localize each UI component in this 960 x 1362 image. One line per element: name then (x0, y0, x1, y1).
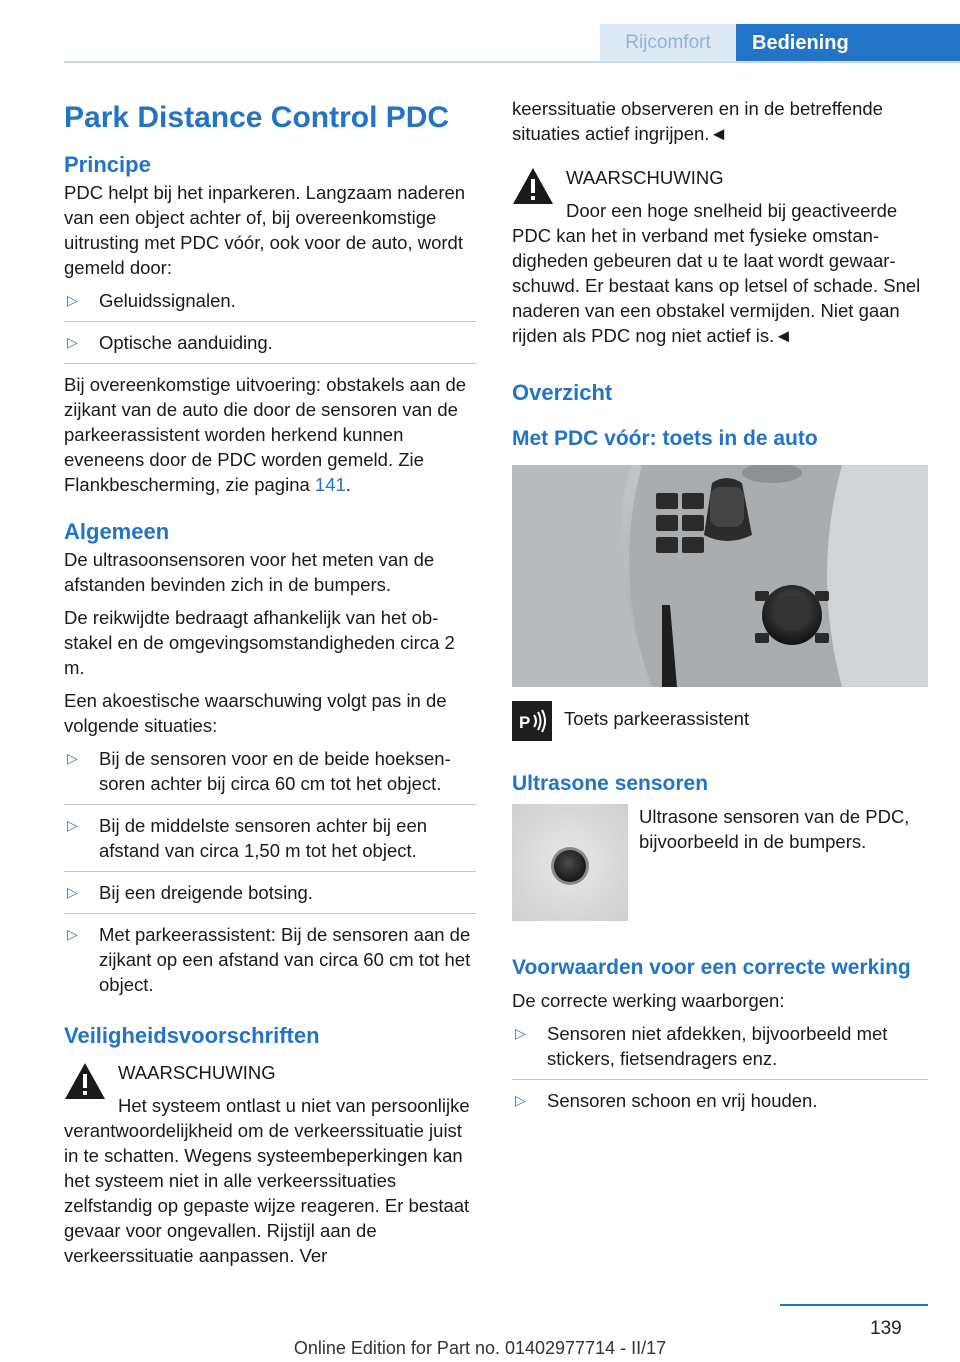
warning-text: Het systeem ontlast u niet van persoonlijke verantwoordelijkheid om de verkeerssituatie juist in te schatten. Wegens systeembeperkingen kan het systeem niet in alle verkeerssituaties zelfstandig op gepaste wijze reageren. Er bestaat gevaar voor ongevallen. Rijstijl aan de verkeerssituatie aanpassen. Ver (64, 1095, 470, 1266)
algemeen-p1: De ultrasoonsensoren voor het meten van de afstanden bevinden zich in de bumpers. (64, 549, 435, 595)
list-item: ▷ Met parkeerassistent: Bij de sensoren aan de zijkant op een afstand van circa 60 cm tot het object. (67, 924, 471, 995)
bullet-triangle-icon: ▷ (515, 1092, 526, 1108)
continued-text: keerssituatie observeren en in de betreffende situaties actief ingrijpen.◄ (512, 98, 883, 144)
heading-veiligheid: Veiligheidsvoorschriften (64, 1023, 320, 1048)
warning-triangle-icon (64, 1061, 106, 1101)
warning-heading: WAARSCHUWING (566, 167, 724, 188)
parking-assistant-icon (512, 701, 552, 741)
list-item: ▷ Bij een dreigende botsing. (64, 872, 476, 914)
algemeen-p3: Een akoestische waarschuwing volgt pas in de volgende situaties: (64, 690, 447, 736)
page-link[interactable]: 141 (314, 474, 346, 495)
sensor-row (512, 804, 928, 921)
tab-rijcomfort[interactable]: Rijcomfort (600, 24, 736, 62)
bullet-triangle-icon: ▷ (67, 926, 78, 942)
bullet-triangle-icon: ▷ (67, 884, 78, 900)
right-column (512, 96, 928, 1129)
principe-text-2: Bij overeenkomstige uitvoering: obstakels aan de zijkant van de auto die door de sensoren van de parkeerassistent worden herkend kunnen eveneens door de PDC worden gemeld. Zie Flankbescherming, zie pagina 141. (64, 374, 467, 495)
bullet-triangle-icon: ▷ (67, 750, 78, 766)
warning-triangle-icon (512, 166, 554, 206)
sensor-photo (512, 804, 628, 921)
warning-heading: WAARSCHUWING (118, 1062, 276, 1083)
page-title: Park Distance Control PDC (64, 101, 450, 134)
voorwaarden-text: De correcte werking waarborgen: (512, 990, 785, 1011)
bullet-triangle-icon: ▷ (67, 817, 78, 833)
list-item: ▷ Bij de sensoren voor en de beide hoeksensoren achter bij circa 60 cm tot het object. (64, 746, 476, 805)
heading-principe: Principe (64, 152, 151, 177)
heading-ultrasone: Ultrasone sensoren (512, 772, 709, 795)
heading-overzicht: Overzicht (512, 380, 613, 405)
warning-box (512, 162, 928, 348)
list-item: ▷ Optische aanduiding. (64, 322, 476, 364)
sensor-text: Ultrasone sensoren van de PDC, bijvoorbeeld in de bumpers. (639, 806, 910, 852)
bullet-triangle-icon: ▷ (67, 334, 78, 350)
principe-text: PDC helpt bij het inparkeren. Langzaam naderen van een object achter of, bij overeenkomstige uitrusting met PDC vóór, ook voor de auto, wordt gemeld door: (64, 182, 466, 278)
header-divider (64, 61, 960, 63)
list-item: ▷ Sensoren niet afdekken, bijvoorbeeld met stickers, fietsendragers enz. (512, 1021, 928, 1080)
list-item: ▷ Bij de middelste sensoren achter bij een afstand van circa 1,50 m tot het object. (64, 805, 476, 872)
algemeen-p2: De reikwijdte bedraagt afhankelijk van het obstakel en de omgevingsomstandigheden circa 2 m. (64, 607, 455, 678)
list-item: ▷ Geluidssignalen. (64, 288, 476, 322)
heading-voorwaarden: Voorwaarden voor een correcte werking (512, 956, 911, 979)
bullet-triangle-icon: ▷ (515, 1025, 526, 1041)
tab-bediening[interactable]: Bediening (736, 24, 960, 62)
caption-row (512, 701, 928, 741)
center-console-photo (512, 465, 928, 687)
bullet-triangle-icon: ▷ (67, 292, 78, 308)
warning-box (64, 1057, 476, 1268)
caption-text: Toets parkeerassistent (564, 708, 750, 729)
page-number: 139 (870, 1318, 902, 1339)
list-item: ▷ Sensoren schoon en vrij houden. (515, 1090, 818, 1111)
heading-pdc-front: Met PDC vóór: toets in de auto (512, 427, 818, 450)
left-column (64, 96, 476, 1276)
footer-divider (780, 1304, 928, 1306)
principe-list (64, 288, 476, 364)
algemeen-list (64, 746, 476, 1005)
svg-text:P: P (519, 713, 531, 732)
voorwaarden-list (512, 1021, 928, 1121)
edition-text: Online Edition for Part no. 01402977714 - II/17 (293, 1338, 667, 1358)
warning-text: Door een hoge snelheid bij geactiveerde PDC kan het in verband met fysieke omstandigheden gebeuren dat u te laat wordt gewaarschuwd. Er bestaat kans op letsel of schade. Snel naderen van een obstakel vermijden. Niet gaan rijden als PDC nog niet actief is.◄ (512, 200, 921, 346)
heading-algemeen: Algemeen (64, 519, 170, 544)
